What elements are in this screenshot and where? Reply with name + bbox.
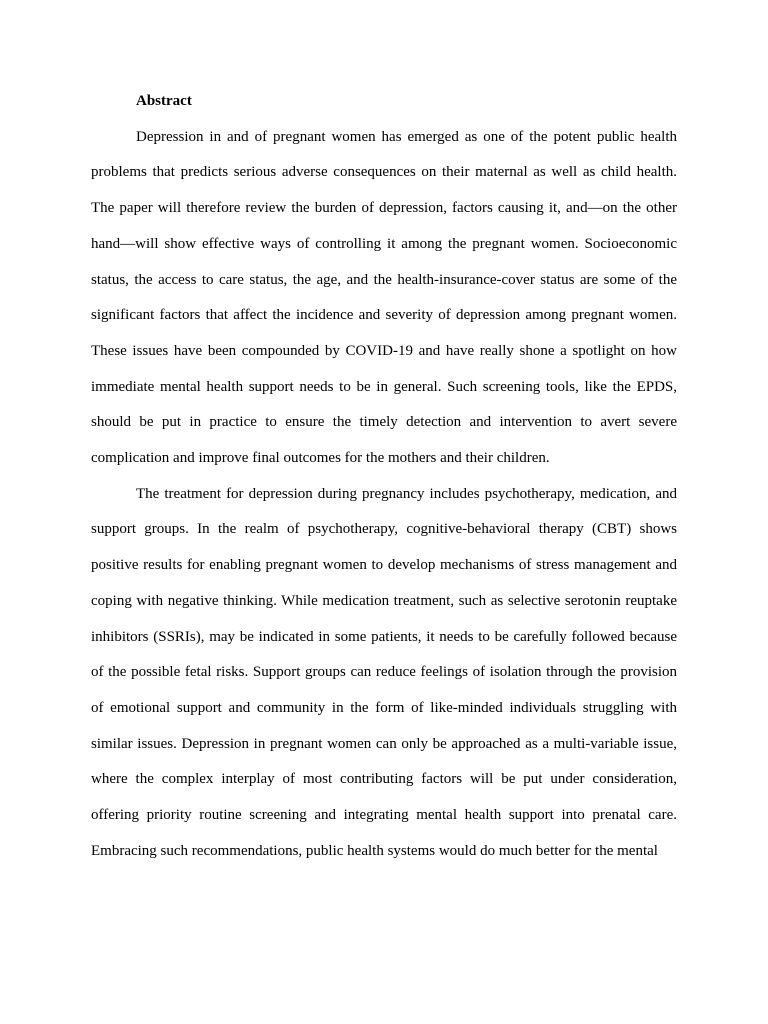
abstract-paragraph-1: Depression in and of pregnant women has emerged as one of the potent public health problems that predicts serious adverse consequences on their maternal as well as child health. The paper will therefore review the burden of depression, factors causing it, and—on the other hand—will show effective ways of controlling it among the pregnant women. Socioeconomic status, the access to care status, the age, and the health-insurance-cover status are some of the significant factors that affect the incidence and severity of depression among pregnant women. These issues have been compounded by COVID-19 and have really shone a spotlight on how immediate mental health support needs to be in general. Such screening tools, like the EPDS, should be put in practice to ensure the timely detection and intervention to avert severe complication and improve final outcomes for the mothers and their children. bbox=[91, 128, 677, 467]
document-body bbox=[91, 84, 677, 869]
abstract-heading: Abstract bbox=[136, 93, 192, 109]
abstract-paragraph-2: The treatment for depression during pregnancy includes psychotherapy, medication, and support groups. In the realm of psychotherapy, cognitive-behavioral therapy (CBT) shows positive results for enabling pregnant women to develop mechanisms of stress management and coping with negative thinking. While medication treatment, such as selective serotonin reuptake inhibitors (SSRIs), may be indicated in some patients, it needs to be carefully followed because of the possible fetal risks. Support groups can reduce feelings of isolation through the provision of emotional support and community in the form of like-minded individuals struggling with similar issues. Depression in pregnant women can only be approached as a multi-variable issue, where the complex interplay of most contributing factors will be put under consideration, offering priority routine screening and integrating mental health support into prenatal care. Embracing such recommendations, public health systems would do much better for the mental bbox=[91, 485, 677, 859]
